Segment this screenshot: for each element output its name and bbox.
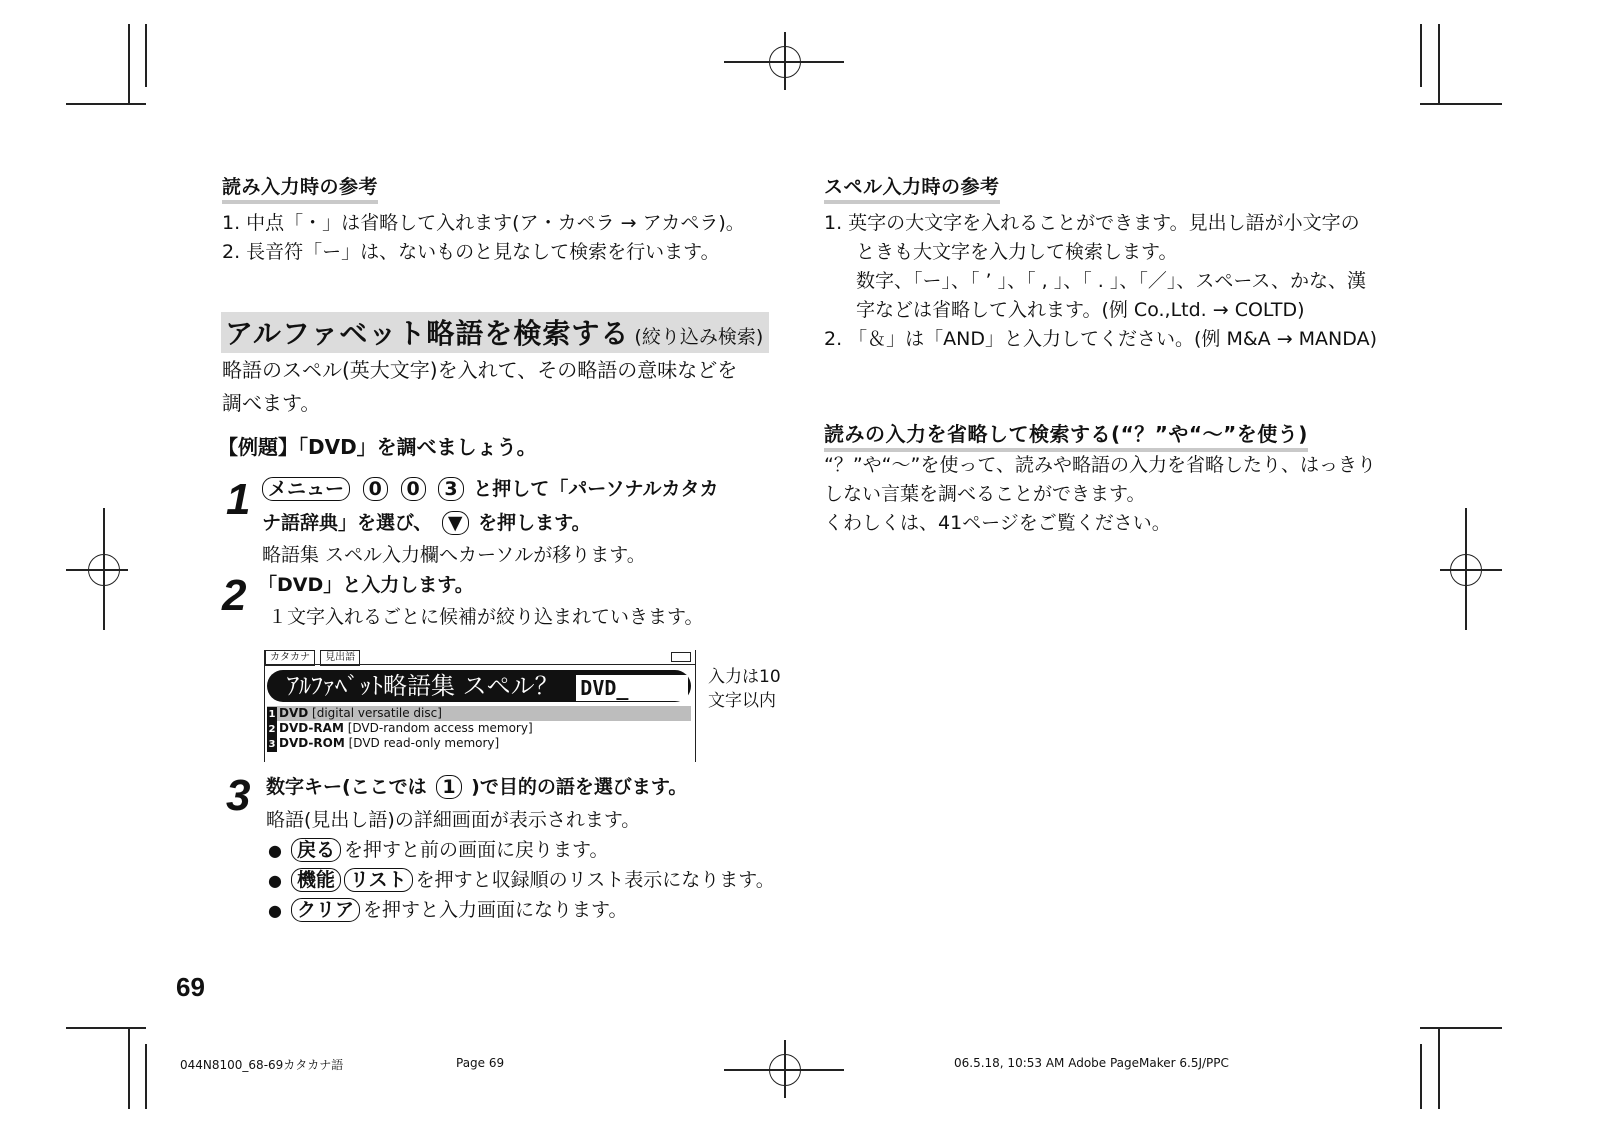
bullet-icon: ●	[268, 901, 282, 920]
list-key[interactable]: リスト	[344, 868, 413, 892]
step2-text: 「DVD」と入力します。	[258, 574, 474, 596]
spell-reference-line: ときも大文字を入力して検索します。	[856, 241, 1178, 263]
omit-heading: 読みの入力を省略して検索する(“？”や“～”を使う)	[824, 418, 1308, 452]
spell-input-bar	[267, 670, 691, 702]
step3-text: )で目的の語を選びます。	[471, 776, 688, 798]
reading-reference-item: 1. 中点「・」は省略して入れます(ア・カペラ → アカペラ)。	[222, 212, 745, 234]
back-key[interactable]: 戻る	[291, 838, 341, 862]
footer-timestamp: 06.5.18, 10:53 AM Adobe PageMaker 6.5J/PPC	[954, 1056, 1229, 1070]
omit-line: “？”や“～”を使って、読みや略語の入力を省略したり、はっきり	[824, 454, 1376, 476]
menu-key[interactable]: メニュー	[262, 477, 350, 501]
spell-input-field[interactable]: DVD_	[576, 675, 688, 701]
clear-key[interactable]: クリア	[291, 898, 360, 922]
reading-reference	[222, 172, 378, 204]
step1-text: ナ語辞典」を選び、	[262, 512, 433, 534]
step3-text: 数字キー(ここでは	[266, 776, 427, 798]
candidate-row[interactable]: 2 DVD-RAM [DVD-random access memory]	[268, 721, 533, 735]
step1-line-a	[262, 474, 719, 504]
bullet-item: ● クリア を押すと入力画面になります。	[268, 899, 628, 921]
spell-reference	[824, 172, 1000, 204]
bullet-item: ● 戻る を押すと前の画面に戻ります。	[268, 839, 609, 861]
screen-tabs	[265, 650, 695, 665]
step1-note: 略語集 スペル入力欄へカーソルが移ります。	[262, 544, 646, 566]
bullet-icon: ●	[268, 841, 282, 860]
step3-note: 略語(見出し語)の詳細画面が表示されます。	[266, 809, 641, 831]
spell-reference-line: 字などは省略して入れます。(例 Co.,Ltd. → COLTD)	[856, 299, 1305, 321]
candidate-row[interactable]: 3 DVD-ROM [DVD read-only memory]	[268, 736, 500, 750]
spell-input-label: ｱﾙﾌｧﾍﾞｯﾄ略語集 スペル？	[287, 672, 559, 700]
screen-tab: カタカナ	[265, 650, 315, 666]
reading-reference-heading: 読み入力時の参考	[222, 172, 378, 204]
bullet-item: ● 機能 リスト を押すと収録順のリスト表示になります。	[268, 869, 775, 891]
candidate-row[interactable]: 1 DVD [digital versatile disc]	[267, 706, 691, 721]
omit-line: しない言葉を調べることができます。	[824, 483, 1146, 505]
battery-icon	[671, 652, 691, 662]
screen-side-note: 文字以内	[708, 691, 776, 711]
step-number: 3	[226, 771, 251, 820]
screen-side-note: 入力は10	[708, 667, 781, 687]
reading-reference-item: 2. 長音符「ー」は、ないものと見なして検索を行います。	[222, 241, 720, 263]
footer-filename: 044N8100_68-69カタカナ語	[180, 1058, 344, 1072]
step2-note: １文字入れるごとに候補が絞り込まれていきます。	[268, 606, 704, 628]
section-title: アルファベット略語を検索する	[225, 317, 630, 350]
down-arrow-key[interactable]: ▼	[442, 511, 469, 535]
step3-line	[266, 772, 687, 802]
zero-key[interactable]: 0	[363, 477, 388, 501]
page-number: 69	[176, 972, 205, 1002]
spell-reference-line: 数字、「ー」、「 ’ 」、「 , 」、「 . 」、「／」、スペース、かな、漢	[856, 270, 1366, 292]
function-key[interactable]: 機能	[291, 868, 341, 892]
section-title-bar	[221, 312, 769, 353]
one-key[interactable]: 1	[436, 775, 461, 799]
step-number: 1	[226, 475, 251, 524]
spell-reference-heading: スペル入力時の参考	[824, 172, 1000, 204]
step1-text: と押して「パーソナルカタカ	[473, 478, 719, 500]
intro-line: 略語のスペル(英大文字)を入れて、その略語の意味などを	[222, 358, 738, 382]
spell-reference-line: 1. 英字の大文字を入れることができます。見出し語が小文字の	[824, 212, 1360, 234]
three-key[interactable]: 3	[438, 477, 463, 501]
step1-text: を押します。	[478, 512, 591, 534]
intro-line: 調べます。	[222, 391, 321, 415]
device-screen	[264, 650, 696, 762]
step-number: 2	[222, 571, 247, 620]
omit-line: くわしくは、41ページをご覧ください。	[824, 512, 1171, 534]
step1-line-b	[262, 508, 591, 538]
zero-key[interactable]: 0	[401, 477, 426, 501]
bullet-icon: ●	[268, 871, 282, 890]
spell-reference-line: 2. 「＆」は「AND」と入力してください。(例 M&A → MANDA)	[824, 328, 1377, 350]
section-subtitle: (絞り込み検索)	[634, 326, 764, 348]
footer-page: Page 69	[456, 1056, 505, 1070]
omit-section	[824, 418, 1308, 452]
screen-tab: 見出語	[320, 650, 360, 666]
example-label: 【例題】「DVD」を調べましょう。	[218, 435, 537, 459]
